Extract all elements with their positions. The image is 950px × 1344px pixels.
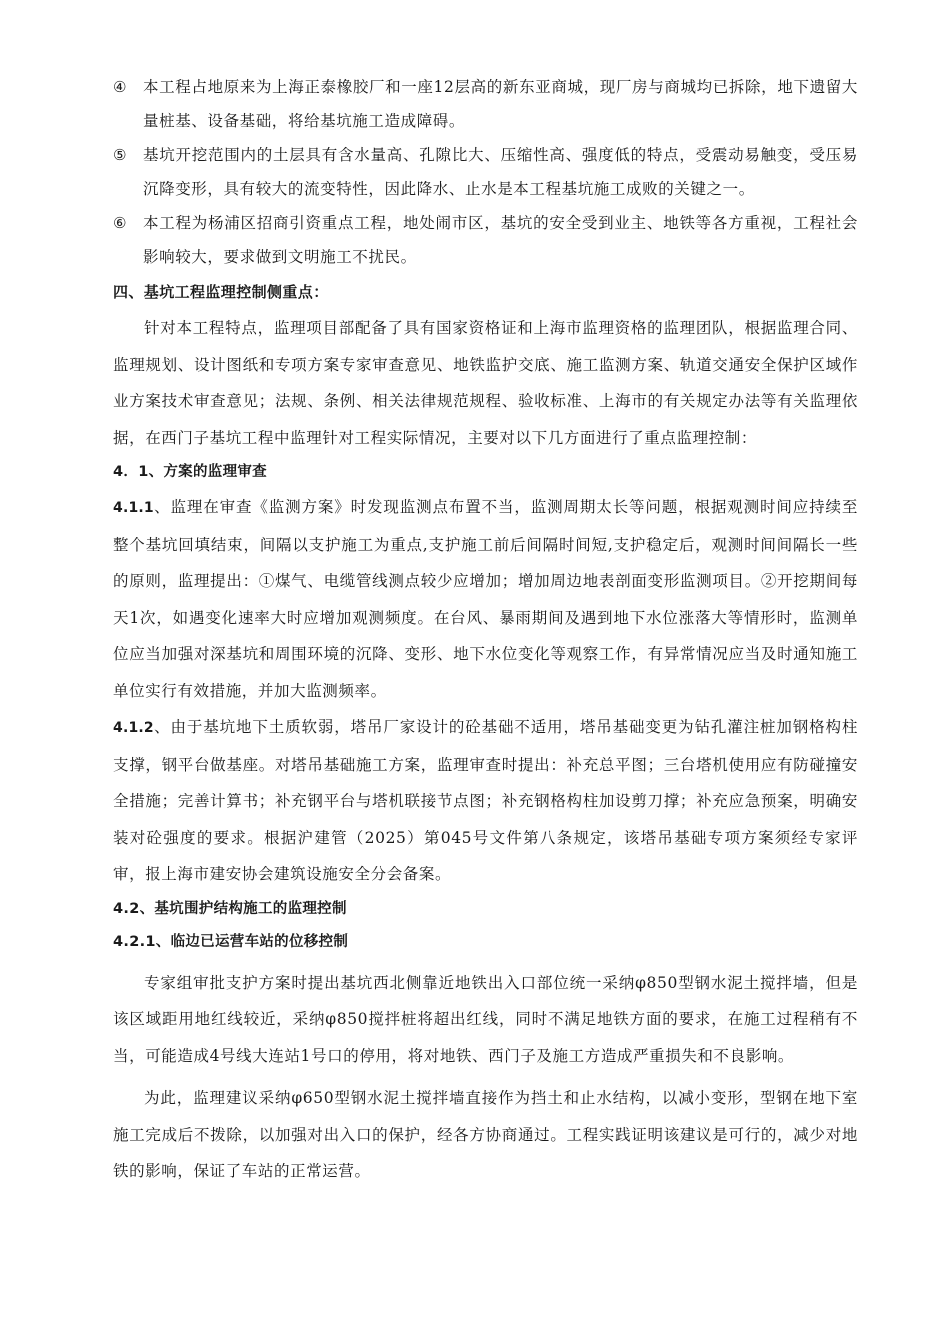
section-4-intro: 针对本工程特点，监理项目部配备了具有国家资格证和上海市监理资格的监理团队，根据监理合同、监理规划、设计图纸和专项方案专家审查意见、地铁监护交底、施工监测方案、轨道交通安全保护区域作业方案技术审查意见；法规、条例、相关法律规范规程、验收标准、上海市的有关规定办法等有关监理依据，在西门子基坑工程中监理针对工程实际情况，主要对以下几方面进行了重点监理控制： (113, 319, 858, 447)
clause-4-1-2 (113, 709, 858, 893)
document-body (113, 70, 858, 1190)
list-marker: ⑤ (113, 146, 128, 164)
list-marker: ④ (113, 78, 128, 96)
section-4-2-1-para-2: 为此，监理建议采纳φ650型钢水泥土搅拌墙直接作为挡土和止水结构，以减小变形，型钢在地下室施工完成后不拨除，以加强对出入口的保护，经各方协商通过。工程实践证明该建议是可行的，减少对地铁的影响，保证了车站的正常运营。 (113, 1089, 858, 1180)
clause-4-1-1 (113, 489, 858, 709)
clause-number: 4.1.2 (113, 720, 154, 736)
clause-number: 4.1.1 (113, 500, 154, 516)
section-4-2-1-para-1: 专家组审批支护方案时提出基坑西北侧靠近地铁出入口部位统一采纳φ850型钢水泥土搅拌墙，但是该区域距用地红线较近，采纳φ850搅拌桩将超出红线，同时不满足地铁方面的要求，在施工过程稍有不当，可能造成4号线大连站1号口的停用，将对地铁、西门子及施工方造成严重损失和不良影响。 (113, 973, 858, 1065)
list-item-text: 基坑开挖范围内的土层具有含水量高、孔隙比大、压缩性高、强度低的特点，受震动易触变，受压易沉降变形，具有较大的流变特性，因此降水、止水是本工程基坑施工成败的关键之一。 (143, 146, 858, 198)
list-item-6 (113, 206, 858, 274)
section-4-2-heading: 4.2、基坑围护结构施工的监理控制 (113, 900, 347, 917)
list-item-text: 本工程为杨浦区招商引资重点工程，地处闹市区，基坑的安全受到业主、地铁等各方重视，工程社会影响较大，要求做到文明施工不扰民。 (143, 214, 858, 266)
section-4-1-heading: 4．1、方案的监理审查 (113, 464, 267, 480)
list-item-4 (113, 70, 858, 138)
clause-text: 、监理在审查《监测方案》时发现监测点布置不当，监测周期太长等问题，根据观测时间应持续至整个基坑回填结束，间隔以支护施工为重点,支护施工前后间隔时间短,支护稳定后，观测时间间隔长一些的原则，监理提出：①煤气、电缆管线测点较少应增加；增加周边地表剖面变形监测项目。②开挖期间每天1次，如遇变化速率大时应增加观测频度。在台风、暴雨期间及遇到地下水位涨落大等情形时，监测单位应当加强对深基坑和周围环境的沉降、变形、地下水位变化等观察工作，有异常情况应当及时通知施工单位实行有效措施，并加大监测频率。 (113, 498, 858, 700)
clause-text: 、由于基坑地下土质软弱，塔吊厂家设计的砼基础不适用，塔吊基础变更为钻孔灌注桩加钢格构柱支撑，钢平台做基座。对塔吊基础施工方案，监理审查时提出：补充总平图；三台塔机使用应有防碰撞安全措施；完善计算书；补充钢平台与塔机联接节点图；补充钢格构柱加设剪刀撑；补充应急预案，明确安装对砼强度的要求。根据沪建管（2025）第045号文件第八条规定，该塔吊基础专项方案须经专家评审，报上海市建安协会建筑设施安全分会备案。 (113, 718, 858, 883)
list-marker: ⑥ (113, 214, 128, 232)
section-4-heading: 四、基坑工程监理控制侧重点： (113, 283, 329, 301)
list-item-5 (113, 138, 858, 206)
section-4-2-1-heading: 4.2.1、临边已运营车站的位移控制 (113, 933, 349, 950)
list-item-text: 本工程占地原来为上海正泰橡胶厂和一座12层高的新东亚商城，现厂房与商城均已拆除，地下遗留大量桩基、设备基础，将给基坑施工造成障碍。 (143, 78, 858, 130)
